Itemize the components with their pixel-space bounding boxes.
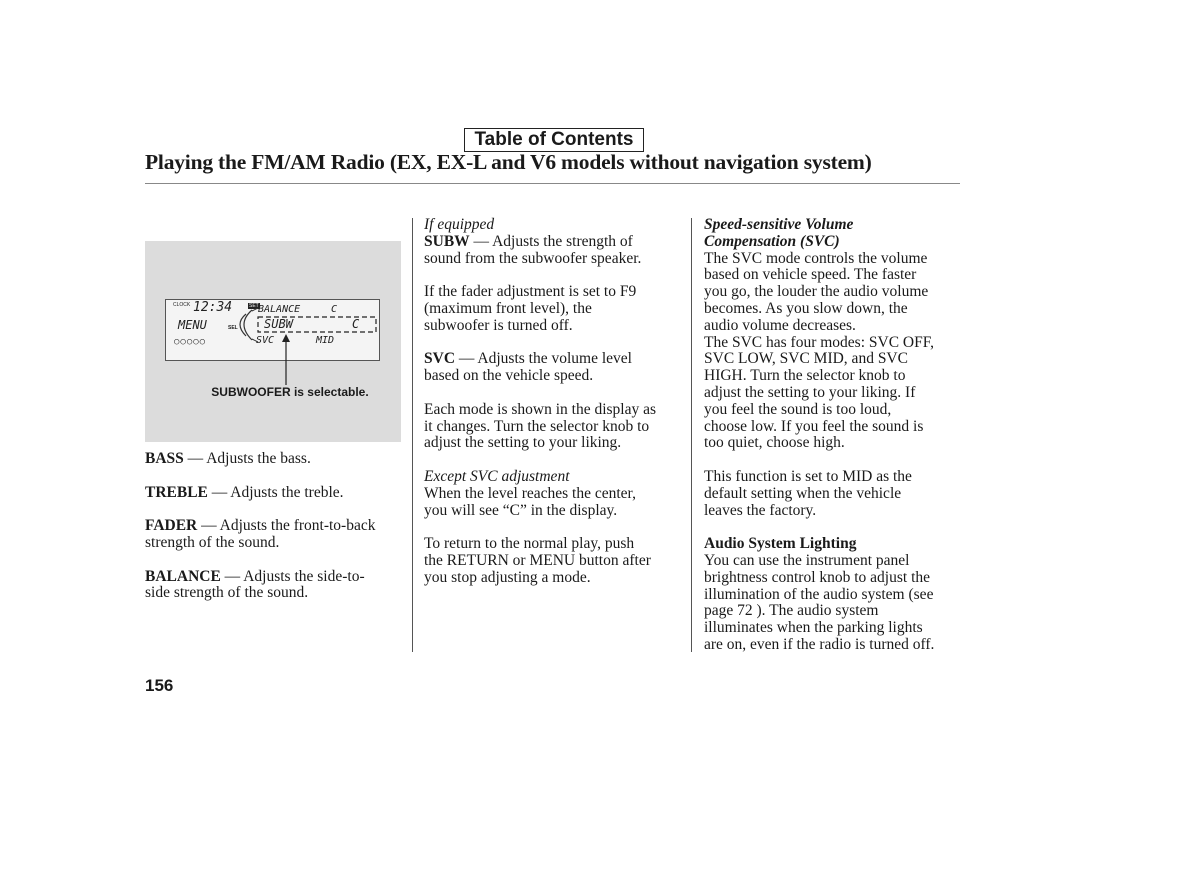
svc-term: SVC — [424, 350, 456, 368]
subw-entry: SUBW — Adjusts the strength of — [424, 232, 633, 250]
balance-text-1: Adjusts the side-to- — [243, 567, 365, 585]
return-text-2: the RETURN or MENU button after — [424, 551, 651, 569]
callout-arrow-icon — [145, 241, 401, 442]
return-text-1: To return to the normal play, push — [424, 535, 635, 553]
page-title: Playing the FM/AM Radio (EX, EX-L and V6 models without navigation system) — [145, 150, 872, 174]
center-text-2: you will see “C” in the display. — [424, 501, 618, 519]
svc-value: MID — [316, 335, 335, 346]
svc-readout: SVC — [256, 335, 275, 346]
svc-heading-2: Compensation (SVC) — [704, 232, 840, 250]
preset-dots: ○○○○○ — [174, 337, 207, 347]
audio-display-figure — [145, 241, 401, 442]
column-divider-right — [691, 218, 692, 652]
figure-caption: SUBWOOFER is selectable. — [211, 385, 369, 399]
svc-line: too quiet, choose high. — [704, 434, 845, 452]
subw-text-2: sound from the subwoofer speaker. — [424, 249, 642, 267]
svc-heading-1: Speed-sensitive Volume — [704, 216, 854, 233]
mode-text-1: Each mode is shown in the display as — [424, 400, 657, 418]
lighting-line: page 72 ). The audio system — [704, 602, 879, 620]
balance-readout: BALANCE — [258, 304, 301, 315]
lighting-line: illuminates when the parking lights — [704, 619, 923, 637]
title-divider — [145, 183, 960, 184]
lighting-line: are on, even if the radio is turned off. — [704, 635, 935, 653]
svc-line: HIGH. Turn the selector knob to — [704, 367, 906, 385]
svc-line: audio volume decreases. — [704, 316, 856, 334]
lighting-heading: Audio System Lighting — [704, 535, 857, 553]
fader-note-3: subwoofer is turned off. — [424, 316, 573, 334]
center-text-1: When the level reaches the center, — [424, 484, 636, 502]
subw-value: C — [352, 317, 360, 331]
default-line: This function is set to MID as the — [704, 467, 912, 485]
fader-text-1: Adjusts the front-to-back — [219, 517, 376, 535]
svc-line: SVC LOW, SVC MID, and SVC — [704, 350, 908, 368]
bass-text: Adjusts the bass. — [206, 450, 311, 467]
clock-label: CLOCK — [173, 302, 191, 308]
fader-note-1: If the fader adjustment is set to F9 — [424, 283, 637, 301]
default-line: leaves the factory. — [704, 501, 817, 519]
balance-entry: BALANCE — Adjusts the side-to- — [145, 567, 365, 585]
balance-term: BALANCE — [145, 567, 221, 585]
svc-text-1: Adjusts the volume level — [477, 350, 632, 368]
treble-text: Adjusts the treble. — [230, 483, 344, 501]
return-text-3: you stop adjusting a mode. — [424, 568, 591, 586]
lighting-line: brightness control knob to adjust the — [704, 568, 931, 586]
lighting-line: illumination of the audio system (see — [704, 585, 934, 603]
svc-line: adjust the setting to your liking. If — [704, 383, 916, 401]
middle-column — [424, 217, 686, 587]
mode-text-2: it changes. Turn the selector knob to — [424, 417, 650, 435]
svc-line: choose low. If you feel the sound is — [704, 417, 924, 435]
lighting-line: You can use the instrument panel — [704, 551, 910, 569]
table-of-contents-button[interactable]: Table of Contents — [464, 128, 644, 152]
fader-note-2: (maximum front level), the — [424, 299, 592, 317]
subw-text-1: Adjusts the strength of — [492, 232, 633, 250]
except-svc-note: Except SVC adjustment — [424, 467, 570, 485]
subw-readout: SUBW — [264, 317, 293, 331]
page-number: 156 — [145, 676, 174, 695]
svc-line: becomes. As you slow down, the — [704, 299, 908, 317]
mode-text-3: adjust the setting to your liking. — [424, 434, 622, 452]
treble-term: TREBLE — [145, 483, 208, 501]
subw-term: SUBW — [424, 232, 470, 250]
svc-line: you feel the sound is too loud, — [704, 400, 892, 418]
bass-entry: BASS — Adjusts the bass. — [145, 450, 311, 467]
bass-term: BASS — [145, 450, 184, 467]
menu-readout: MENU — [178, 318, 207, 332]
sel-label: SEL — [228, 325, 238, 331]
right-column — [704, 217, 966, 654]
svc-text-2: based on the vehicle speed. — [424, 367, 594, 385]
svc-line: based on vehicle speed. The faster — [704, 266, 917, 284]
treble-entry: TREBLE — Adjusts the treble. — [145, 483, 344, 501]
left-column — [145, 451, 405, 602]
balance-text-2: side strength of the sound. — [145, 584, 309, 602]
column-divider-left — [412, 218, 413, 652]
fader-term: FADER — [145, 517, 198, 535]
svc-line: you go, the louder the audio volume — [704, 283, 929, 301]
fader-entry: FADER — Adjusts the front-to-back — [145, 517, 376, 535]
svc-entry: SVC — Adjusts the volume level — [424, 350, 632, 368]
clock-readout: 12:34 — [193, 300, 233, 315]
indicator-label: SET — [249, 303, 259, 309]
if-equipped-note: If equipped — [424, 216, 495, 233]
default-line: default setting when the vehicle — [704, 484, 902, 502]
balance-value: C — [331, 304, 338, 315]
svc-line: The SVC mode controls the volume — [704, 249, 928, 267]
svc-line: The SVC has four modes: SVC OFF, — [704, 333, 934, 351]
fader-text-2: strength of the sound. — [145, 533, 280, 551]
